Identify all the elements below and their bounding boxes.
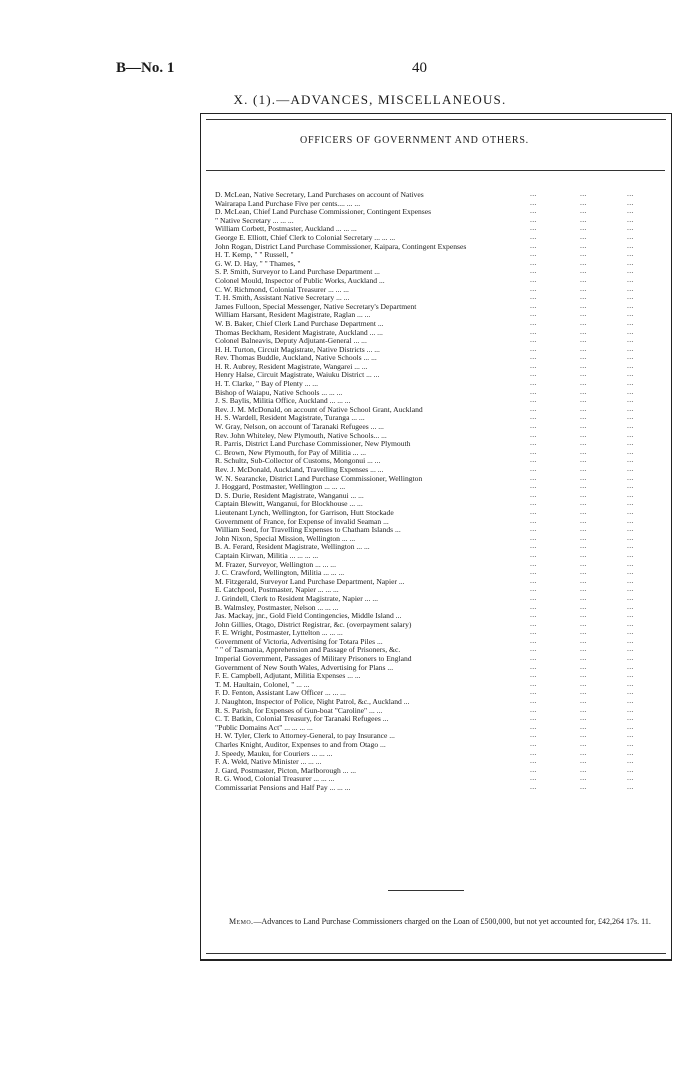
amount-column-3-leader: ... xyxy=(627,756,634,766)
officer-entry-text: Lieutenant Lynch, Wellington, for Garrison, Hutt Stockade xyxy=(215,507,394,517)
officer-entry-text: M. Frazer, Surveyor, Wellington ... ... ... xyxy=(215,559,336,569)
amount-column-2-leader: ... xyxy=(580,292,587,302)
amount-column-3-leader: ... xyxy=(627,481,634,491)
amount-column-3-leader: ... xyxy=(627,455,634,465)
amount-column-3-leader: ... xyxy=(627,635,634,645)
amount-column-2-leader: ... xyxy=(580,464,587,473)
amount-column-3-leader: ... xyxy=(627,223,634,233)
document-code: B—No. 1 xyxy=(116,60,175,76)
amount-column-2-leader: ... xyxy=(580,386,587,396)
amount-column-2-leader: ... xyxy=(580,240,587,250)
officer-entry-text: Rev. J. M. McDonald, on account of Native School Grant, Auckland xyxy=(215,404,423,414)
officer-entry-text: C. W. Richmond, Colonial Treasurer ... ... ... xyxy=(215,284,349,294)
amount-column-3-leader: ... xyxy=(627,214,634,224)
amount-column-1-leader: ... xyxy=(530,764,537,774)
amount-column-2-leader: ... xyxy=(580,438,587,448)
amount-column-3-leader: ... xyxy=(627,249,634,259)
amount-column-2-leader: ... xyxy=(580,489,587,499)
amount-column-2-leader: ... xyxy=(580,739,587,748)
amount-column-2-leader: ... xyxy=(580,592,587,602)
officer-entry-text: B. A. Ferard, Resident Magistrate, Wellington ... ... xyxy=(215,542,370,552)
amount-column-1-leader: ... xyxy=(530,326,537,336)
amount-column-2-leader: ... xyxy=(580,678,587,688)
amount-column-1-leader: ... xyxy=(530,558,537,568)
amount-column-1-leader: ... xyxy=(530,257,537,267)
amount-column-1-leader: ... xyxy=(530,575,537,585)
amount-column-1-leader: ... xyxy=(530,455,537,465)
amount-column-2-leader: ... xyxy=(580,584,587,594)
amount-column-2-leader: ... xyxy=(580,446,587,456)
officer-entry-text: Colonel Balneavis, Deputy Adjutant-General ... ... xyxy=(215,336,367,346)
amount-column-2-leader: ... xyxy=(580,360,587,370)
amount-column-1-leader: ... xyxy=(530,429,537,439)
amount-column-3-leader: ... xyxy=(627,627,634,637)
amount-column-2-leader: ... xyxy=(580,713,587,723)
amount-column-2-leader: ... xyxy=(580,257,587,267)
amount-column-2-leader: ... xyxy=(580,214,587,224)
officer-entry-text: Jas. Mackay, jnr., Gold Field Contingencies, Middle Island ... xyxy=(215,611,402,621)
amount-column-2-leader: ... xyxy=(580,412,587,422)
amount-column-1-leader: ... xyxy=(530,412,537,422)
amount-column-1-leader: ... xyxy=(530,464,537,473)
amount-column-2-leader: ... xyxy=(580,343,587,353)
amount-column-1-leader: ... xyxy=(530,309,537,319)
amount-column-3-leader: ... xyxy=(627,713,634,723)
amount-column-2-leader: ... xyxy=(580,300,587,310)
amount-column-3-leader: ... xyxy=(627,489,634,499)
officer-entry-text: C. T. Batkin, Colonial Treasury, for Taranaki Refugees ... xyxy=(215,714,389,724)
officer-entry-text: Rev. J. McDonald, Auckland, Travelling Expenses ... ... xyxy=(215,465,384,474)
amount-column-1-leader: ... xyxy=(530,532,537,542)
amount-column-3-leader: ... xyxy=(627,687,634,697)
officer-entry-text: Government of France, for Expense of invalid Seaman ... xyxy=(215,516,389,526)
officer-entry-text: "Public Domains Act" ... ... ... ... xyxy=(215,722,313,732)
officer-entry-text: Commissariat Pensions and Half Pay ... ... ... xyxy=(215,782,351,792)
amount-column-1-leader: ... xyxy=(530,360,537,370)
amount-column-3-leader: ... xyxy=(627,189,634,198)
amount-column-2-leader: ... xyxy=(580,395,587,405)
officer-entry-list xyxy=(215,191,660,793)
amount-column-2-leader: ... xyxy=(580,326,587,336)
amount-column-1-leader: ... xyxy=(530,644,537,654)
officer-entry-text: Bishop of Waiapu, Native Schools ... ... ... xyxy=(215,387,343,397)
amount-column-3-leader: ... xyxy=(627,764,634,774)
amount-column-2-leader: ... xyxy=(580,541,587,551)
amount-column-2-leader: ... xyxy=(580,421,587,431)
amount-column-2-leader: ... xyxy=(580,773,587,783)
amount-column-1-leader: ... xyxy=(530,300,537,310)
amount-column-1-leader: ... xyxy=(530,223,537,233)
amount-column-1-leader: ... xyxy=(530,721,537,731)
amount-column-1-leader: ... xyxy=(530,240,537,250)
amount-column-3-leader: ... xyxy=(627,541,634,551)
amount-column-2-leader: ... xyxy=(580,274,587,284)
page-number: 40 xyxy=(412,60,427,76)
amount-column-3-leader: ... xyxy=(627,601,634,611)
officer-entry-text: S. P. Smith, Surveyor to Land Purchase Department ... xyxy=(215,267,380,277)
officer-entry-text: Rev. John Whiteley, New Plymouth, Native Schools... ... xyxy=(215,430,387,440)
amount-column-1-leader: ... xyxy=(530,481,537,491)
amount-column-2-leader: ... xyxy=(580,283,587,293)
officer-entry-text: W. Gray, Nelson, on account of Taranaki Refugees ... ... xyxy=(215,422,384,432)
amount-column-2-leader: ... xyxy=(580,335,587,345)
amount-column-1-leader: ... xyxy=(530,756,537,766)
amount-column-2-leader: ... xyxy=(580,670,587,680)
amount-column-3-leader: ... xyxy=(627,257,634,267)
amount-column-2-leader: ... xyxy=(580,644,587,654)
amount-column-2-leader: ... xyxy=(580,352,587,362)
amount-column-3-leader: ... xyxy=(627,567,634,577)
amount-column-2-leader: ... xyxy=(580,403,587,413)
amount-column-3-leader: ... xyxy=(627,231,634,241)
officer-entry-text: " " of Tasmania, Apprehension and Passage of Prisoners, &c. xyxy=(215,645,401,655)
amount-column-3-leader: ... xyxy=(627,773,634,783)
amount-column-2-leader: ... xyxy=(580,781,587,791)
amount-column-1-leader: ... xyxy=(530,421,537,431)
officer-entry-text: M. Fitzgerald, Surveyor Land Purchase Department, Napier ... xyxy=(215,576,405,586)
officer-entry-text: H. T. Clarke, " Bay of Plenty ... ... xyxy=(215,379,319,389)
officer-entry-text: J. S. Baylis, Militia Office, Auckland ... ... ... xyxy=(215,396,351,406)
amount-column-3-leader: ... xyxy=(627,292,634,302)
officer-entry-text: J. Gard, Postmaster, Picton, Marlborough ... ... xyxy=(215,765,357,775)
amount-column-2-leader: ... xyxy=(580,687,587,697)
officer-entry-text: D. McLean, Native Secretary, Land Purchases on account of Natives xyxy=(215,190,424,199)
amount-column-3-leader: ... xyxy=(627,730,634,740)
amount-column-3-leader: ... xyxy=(627,309,634,319)
amount-column-3-leader: ... xyxy=(627,653,634,663)
amount-column-3-leader: ... xyxy=(627,412,634,422)
officer-entry-text: H. R. Aubrey, Resident Magistrate, Wangarei ... ... xyxy=(215,361,368,371)
officer-entry-text: C. Brown, New Plymouth, for Pay of Militia ... ... xyxy=(215,447,367,457)
officer-entry-text: D. S. Durie, Resident Magistrate, Wanganui ... ... xyxy=(215,490,364,500)
officer-entry-text: Colonel Mould, Inspector of Public Works, Auckland ... xyxy=(215,275,385,285)
amount-column-3-leader: ... xyxy=(627,240,634,250)
amount-column-2-leader: ... xyxy=(580,515,587,525)
amount-column-2-leader: ... xyxy=(580,653,587,663)
amount-column-3-leader: ... xyxy=(627,661,634,671)
amount-column-3-leader: ... xyxy=(627,335,634,345)
amount-column-1-leader: ... xyxy=(530,696,537,706)
amount-column-2-leader: ... xyxy=(580,197,587,207)
heading-divider xyxy=(206,170,665,171)
amount-column-1-leader: ... xyxy=(530,197,537,207)
amount-column-2-leader: ... xyxy=(580,498,587,508)
amount-column-1-leader: ... xyxy=(530,438,537,448)
officer-entry-text: Imperial Government, Passages of Military Prisoners to England xyxy=(215,654,412,664)
closing-divider xyxy=(388,890,464,891)
officer-entry-text: R. S. Parish, for Expenses of Gun-boat "Caroline" ... ... xyxy=(215,705,383,715)
officer-entry-text: Captain Kirwan, Militia ... ... ... ... xyxy=(215,550,319,560)
officer-entry-text: H. S. Wardell, Resident Magistrate, Turanga ... ... xyxy=(215,413,365,423)
amount-column-3-leader: ... xyxy=(627,506,634,516)
amount-column-1-leader: ... xyxy=(530,395,537,405)
amount-column-1-leader: ... xyxy=(530,189,537,198)
officer-entry-text: D. McLean, Chief Land Purchase Commissioner, Contingent Expenses xyxy=(215,207,432,217)
officer-entry-text: G. W. D. Hay, " " Thames, " xyxy=(215,258,301,268)
amount-column-3-leader: ... xyxy=(627,472,634,482)
officer-entry-text: J. Grindell, Clerk to Resident Magistrate, Napier ... ... xyxy=(215,593,379,603)
amount-column-1-leader: ... xyxy=(530,378,537,388)
amount-column-2-leader: ... xyxy=(580,764,587,774)
amount-column-2-leader: ... xyxy=(580,532,587,542)
amount-column-1-leader: ... xyxy=(530,592,537,602)
amount-column-2-leader: ... xyxy=(580,558,587,568)
amount-column-3-leader: ... xyxy=(627,592,634,602)
officer-entry-text: J. Naughton, Inspector of Police, Night Patrol, &c., Auckland ... xyxy=(215,697,410,707)
amount-column-1-leader: ... xyxy=(530,283,537,293)
amount-column-1-leader: ... xyxy=(530,739,537,748)
amount-column-3-leader: ... xyxy=(627,532,634,542)
officer-entry-text: William Corbett, Postmaster, Auckland ... ... ... xyxy=(215,224,357,234)
amount-column-1-leader: ... xyxy=(530,352,537,362)
amount-column-2-leader: ... xyxy=(580,206,587,216)
amount-column-3-leader: ... xyxy=(627,421,634,431)
amount-column-1-leader: ... xyxy=(530,292,537,302)
amount-column-3-leader: ... xyxy=(627,515,634,525)
officer-entry-text: Captain Blewitt, Wanganui, for Blockhouse ... ... xyxy=(215,499,363,509)
amount-column-3-leader: ... xyxy=(627,326,634,336)
amount-column-2-leader: ... xyxy=(580,696,587,706)
officer-entry-text: Charles Knight, Auditor, Expenses to and from Otago ... xyxy=(215,740,386,749)
amount-column-1-leader: ... xyxy=(530,446,537,456)
amount-column-1-leader: ... xyxy=(530,618,537,628)
memo-text: —Advances to Land Purchase Commissioners charged on the Loan of £500,000, but not yet accounted for, £42,264 17s. 11. xyxy=(253,917,651,926)
table-heading: OFFICERS OF GOVERNMENT AND OTHERS. xyxy=(300,135,529,146)
amount-column-2-leader: ... xyxy=(580,567,587,577)
amount-column-1-leader: ... xyxy=(530,627,537,637)
amount-column-1-leader: ... xyxy=(530,249,537,259)
amount-column-3-leader: ... xyxy=(627,464,634,473)
officer-entry-text: Henry Halse, Circuit Magistrate, Waiuku District ... ... xyxy=(215,370,380,380)
amount-column-1-leader: ... xyxy=(530,274,537,284)
amount-column-3-leader: ... xyxy=(627,721,634,731)
amount-column-3-leader: ... xyxy=(627,300,634,310)
amount-column-3-leader: ... xyxy=(627,343,634,353)
amount-column-1-leader: ... xyxy=(530,498,537,508)
amount-column-1-leader: ... xyxy=(530,403,537,413)
officer-entry-text: H. W. Tyler, Clerk to Attorney-General, to pay Insurance ... xyxy=(215,731,395,741)
amount-column-3-leader: ... xyxy=(627,352,634,362)
officer-entry-text: F. E. Wright, Postmaster, Lyttelton ... ... ... xyxy=(215,628,343,638)
amount-column-2-leader: ... xyxy=(580,369,587,379)
officer-entry-text: Rev. Thomas Buddle, Auckland, Native Schools ... ... xyxy=(215,353,377,363)
amount-column-1-leader: ... xyxy=(530,687,537,697)
amount-column-3-leader: ... xyxy=(627,704,634,714)
amount-column-2-leader: ... xyxy=(580,472,587,482)
amount-column-3-leader: ... xyxy=(627,696,634,706)
officer-entry-text: Government of New South Wales, Advertising for Plans ... xyxy=(215,662,394,672)
amount-column-2-leader: ... xyxy=(580,704,587,714)
amount-column-3-leader: ... xyxy=(627,610,634,620)
officer-entry-text: William Seed, for Travelling Expenses to Chatham Islands ... xyxy=(215,525,401,535)
amount-column-1-leader: ... xyxy=(530,781,537,791)
officer-entry-text: Wairarapa Land Purchase Five per cents.... ... ... xyxy=(215,198,361,208)
amount-column-3-leader: ... xyxy=(627,283,634,293)
amount-column-3-leader: ... xyxy=(627,618,634,628)
memo-note xyxy=(215,916,663,927)
officer-entry-text: John Gillies, Otago, District Registrar, &c. (overpayment salary) xyxy=(215,619,412,629)
amount-column-1-leader: ... xyxy=(530,515,537,525)
amount-column-1-leader: ... xyxy=(530,601,537,611)
amount-column-1-leader: ... xyxy=(530,773,537,783)
amount-column-1-leader: ... xyxy=(530,472,537,482)
amount-column-1-leader: ... xyxy=(530,653,537,663)
amount-column-1-leader: ... xyxy=(530,231,537,241)
amount-column-2-leader: ... xyxy=(580,189,587,198)
amount-column-3-leader: ... xyxy=(627,678,634,688)
amount-column-2-leader: ... xyxy=(580,601,587,611)
amount-column-3-leader: ... xyxy=(627,438,634,448)
officer-entry-text: H. H. Turton, Circuit Magistrate, Native Districts ... ... xyxy=(215,344,380,354)
officer-entry-text: T. H. Smith, Assistant Native Secretary ... ... xyxy=(215,293,350,303)
amount-column-3-leader: ... xyxy=(627,403,634,413)
section-title: X. (1).—ADVANCES, MISCELLANEOUS. xyxy=(233,92,507,107)
amount-column-2-leader: ... xyxy=(580,747,587,757)
amount-column-2-leader: ... xyxy=(580,266,587,276)
amount-column-1-leader: ... xyxy=(530,206,537,216)
officer-entry-text: Thomas Beckham, Resident Magistrate, Auckland ... ... xyxy=(215,327,383,337)
amount-column-3-leader: ... xyxy=(627,395,634,405)
officer-entry-text: B. Walmsley, Postmaster, Nelson ... ... ... xyxy=(215,602,339,612)
memo-label: Memo. xyxy=(229,917,254,926)
amount-column-1-leader: ... xyxy=(530,369,537,379)
amount-column-1-leader: ... xyxy=(530,670,537,680)
amount-column-1-leader: ... xyxy=(530,635,537,645)
officer-entry-text: H. T. Kemp, " " Russell, " xyxy=(215,250,294,260)
officer-entry-text: F. A. Weld, Native Minister ... ... ... xyxy=(215,757,322,767)
amount-column-2-leader: ... xyxy=(580,721,587,731)
amount-column-1-leader: ... xyxy=(530,266,537,276)
officer-entry-text: R. Schultz, Sub-Collector of Customs, Mongonui ... ... xyxy=(215,456,381,466)
officer-entry-text: R. Parris, District Land Purchase Commissioner, New Plymouth xyxy=(215,439,411,449)
table-row xyxy=(215,781,660,793)
officer-entry-text: John Nixon, Special Mission, Wellington ... ... xyxy=(215,533,356,543)
amount-column-3-leader: ... xyxy=(627,197,634,207)
amount-column-1-leader: ... xyxy=(530,610,537,620)
amount-column-2-leader: ... xyxy=(580,627,587,637)
amount-column-1-leader: ... xyxy=(530,343,537,353)
amount-column-3-leader: ... xyxy=(627,369,634,379)
amount-column-2-leader: ... xyxy=(580,756,587,766)
officer-entry-text: F. E. Campbell, Adjutant, Militia Expenses ... ... xyxy=(215,671,361,681)
amount-column-2-leader: ... xyxy=(580,661,587,671)
officer-entry-text: E. Catchpool, Postmaster, Napier ... ... ... xyxy=(215,585,339,595)
amount-column-2-leader: ... xyxy=(580,455,587,465)
amount-column-2-leader: ... xyxy=(580,429,587,439)
amount-column-1-leader: ... xyxy=(530,584,537,594)
amount-column-3-leader: ... xyxy=(627,747,634,757)
amount-column-3-leader: ... xyxy=(627,378,634,388)
amount-column-3-leader: ... xyxy=(627,360,634,370)
amount-column-1-leader: ... xyxy=(530,489,537,499)
amount-column-2-leader: ... xyxy=(580,524,587,534)
amount-column-2-leader: ... xyxy=(580,231,587,241)
amount-column-2-leader: ... xyxy=(580,635,587,645)
amount-column-1-leader: ... xyxy=(530,713,537,723)
amount-column-2-leader: ... xyxy=(580,618,587,628)
officer-entry-text: F. D. Fenton, Assistant Law Officer ... ... ... xyxy=(215,688,346,698)
amount-column-1-leader: ... xyxy=(530,661,537,671)
amount-column-2-leader: ... xyxy=(580,610,587,620)
amount-column-3-leader: ... xyxy=(627,206,634,216)
amount-column-3-leader: ... xyxy=(627,781,634,791)
amount-column-2-leader: ... xyxy=(580,317,587,327)
amount-column-2-leader: ... xyxy=(580,378,587,388)
officer-entry-text: " Native Secretary ... ... ... xyxy=(215,215,294,225)
amount-column-3-leader: ... xyxy=(627,429,634,439)
amount-column-1-leader: ... xyxy=(530,524,537,534)
amount-column-1-leader: ... xyxy=(530,730,537,740)
amount-column-2-leader: ... xyxy=(580,730,587,740)
officer-entry-text: T. M. Haultain, Colonel, " ... ... xyxy=(215,679,310,689)
amount-column-1-leader: ... xyxy=(530,317,537,327)
officer-entry-text: George E. Elliott, Chief Clerk to Colonial Secretary ... ... ... xyxy=(215,232,396,242)
amount-column-3-leader: ... xyxy=(627,644,634,654)
amount-column-1-leader: ... xyxy=(530,747,537,757)
amount-column-3-leader: ... xyxy=(627,524,634,534)
amount-column-1-leader: ... xyxy=(530,704,537,714)
amount-column-3-leader: ... xyxy=(627,446,634,456)
amount-column-1-leader: ... xyxy=(530,567,537,577)
amount-column-1-leader: ... xyxy=(530,678,537,688)
amount-column-3-leader: ... xyxy=(627,575,634,585)
officer-entry-text: R. G. Wood, Colonial Treasurer ... ... ... xyxy=(215,774,335,784)
amount-column-1-leader: ... xyxy=(530,549,537,559)
amount-column-3-leader: ... xyxy=(627,386,634,396)
amount-column-3-leader: ... xyxy=(627,317,634,327)
amount-column-3-leader: ... xyxy=(627,274,634,284)
officer-entry-text: J. C. Crawford, Wellington, Militia ... ... ... xyxy=(215,568,345,578)
amount-column-1-leader: ... xyxy=(530,506,537,516)
amount-column-3-leader: ... xyxy=(627,739,634,748)
officer-entry-text: William Harsant, Resident Magistrate, Raglan ... ... xyxy=(215,310,371,320)
officer-entry-text: James Fulloon, Special Messenger, Native Secretary's Department xyxy=(215,301,417,311)
amount-column-2-leader: ... xyxy=(580,506,587,516)
officer-entry-text: J. Speedy, Mauku, for Couriers ... ... ... xyxy=(215,748,333,758)
officer-entry-text: Government of Victoria, Advertising for Totara Piles ... xyxy=(215,636,383,646)
amount-column-3-leader: ... xyxy=(627,549,634,559)
amount-column-1-leader: ... xyxy=(530,541,537,551)
amount-column-1-leader: ... xyxy=(530,214,537,224)
amount-column-2-leader: ... xyxy=(580,309,587,319)
amount-column-2-leader: ... xyxy=(580,481,587,491)
amount-column-2-leader: ... xyxy=(580,575,587,585)
amount-column-3-leader: ... xyxy=(627,558,634,568)
amount-column-1-leader: ... xyxy=(530,386,537,396)
amount-column-1-leader: ... xyxy=(530,335,537,345)
officer-entry-text: W. B. Baker, Chief Clerk Land Purchase Department ... xyxy=(215,318,384,328)
amount-column-3-leader: ... xyxy=(627,266,634,276)
officer-entry-text: John Rogan, District Land Purchase Commissioner, Kaipara, Contingent Expenses xyxy=(215,241,467,251)
amount-column-3-leader: ... xyxy=(627,670,634,680)
amount-column-3-leader: ... xyxy=(627,498,634,508)
amount-column-2-leader: ... xyxy=(580,223,587,233)
officer-entry-text: J. Hoggard, Postmaster, Wellington ... ... ... xyxy=(215,482,346,492)
officer-entry-text: W. N. Searancke, District Land Purchase Commissioner, Wellington xyxy=(215,473,423,483)
amount-column-2-leader: ... xyxy=(580,249,587,259)
amount-column-2-leader: ... xyxy=(580,549,587,559)
amount-column-3-leader: ... xyxy=(627,584,634,594)
